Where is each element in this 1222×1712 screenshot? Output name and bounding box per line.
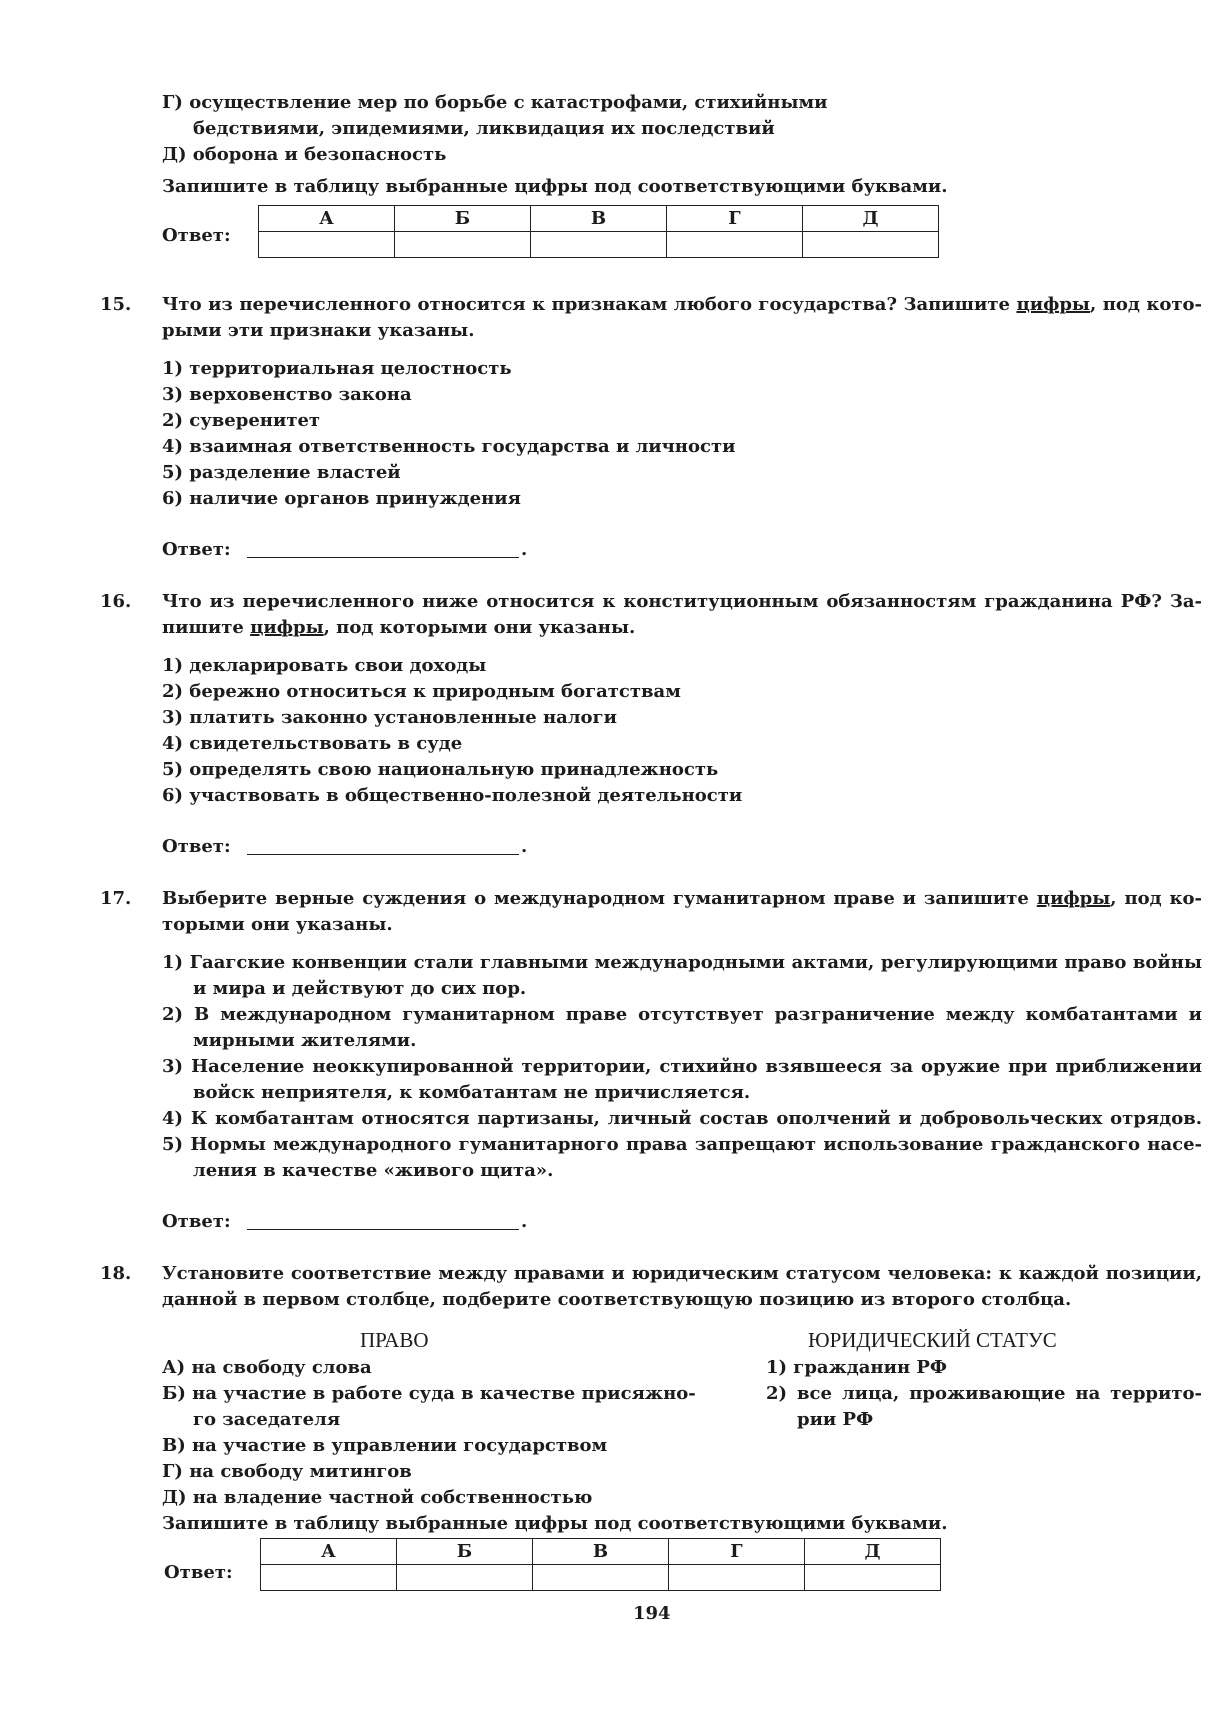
q14-header-a: А (259, 206, 395, 232)
q18-header-v: В (533, 1539, 669, 1565)
q16-option-1: 1) декларировать свои доходы (162, 655, 487, 676)
q18-text-line1: Установите соответствие между правами и юридическим статусом человека: к каждой позиции, (162, 1263, 1202, 1284)
q14-option-g-line2: бедствиями, эпидемиями, ликвидация их последствий (193, 118, 775, 139)
q18-header-b: Б (397, 1539, 533, 1565)
q15-option-3: 3) верховенство закона (162, 384, 412, 405)
q18-answer-cell-d[interactable] (805, 1565, 941, 1591)
q14-answer-cell-a[interactable] (259, 232, 395, 258)
q16-number: 16. (100, 591, 132, 612)
q17-option-5-line2: ления в качестве «живого щита». (193, 1160, 554, 1181)
q17-number: 17. (100, 888, 132, 909)
q18-text-line2: данной в первом столбце, подберите соответствующую позицию из второго столбца. (162, 1289, 1072, 1310)
q15-option-4: 4) взаимная ответственность государства и личности (162, 436, 736, 457)
q16-option-5: 5) определять свою национальную принадлежность (162, 759, 719, 780)
q14-answer-table (258, 205, 939, 258)
q14-answer-cell-d[interactable] (803, 232, 939, 258)
q14-answer-cell-v[interactable] (531, 232, 667, 258)
q18-header-a: А (261, 1539, 397, 1565)
q17-answer-field[interactable] (247, 1229, 519, 1230)
q14-instruction: Запишите в таблицу выбранные цифры под соответствующими буквами. (162, 176, 948, 197)
q16-text-line1: Что из перечисленного ниже относится к конституционным обязанностям гражданина РФ? За- (162, 591, 1202, 612)
q15-text-line1: Что из перечисленного относится к признакам любого государства? Запишите цифры, под кото- (162, 294, 1202, 315)
q17-text-line2: торыми они указаны. (162, 914, 393, 935)
q16-option-6: 6) участвовать в общественно-полезной деятельности (162, 785, 743, 806)
q17-option-2-line1: 2) В международном гуманитарном праве отсутствует разграничение между комбатантами и (162, 1004, 1202, 1025)
q17-answer-label: Ответ: (162, 1211, 231, 1232)
q16-option-2: 2) бережно относиться к природным богатствам (162, 681, 681, 702)
q18-right-b-line2: го заседателя (193, 1409, 341, 1430)
q18-right-b-line1: Б) на участие в работе суда в качестве присяжно- (162, 1383, 696, 1404)
q15-option-1: 1) территориальная целостность (162, 358, 512, 379)
q16-answer-period: . (521, 836, 528, 857)
q18-col1-header: ПРАВО (360, 1328, 429, 1352)
q18-status-2-line2: рии РФ (797, 1409, 874, 1430)
q14-header-b: Б (395, 206, 531, 232)
q18-col2-header: ЮРИДИЧЕСКИЙ СТАТУС (808, 1328, 1057, 1352)
q14-answer-table-input-row[interactable] (259, 232, 939, 258)
q17-option-5-line1: 5) Нормы международного гуманитарного права запрещают использование гражданского насе- (162, 1134, 1202, 1155)
q15-option-5: 5) разделение властей (162, 462, 401, 483)
q18-answer-table (260, 1538, 941, 1591)
q18-status-2-line1: 2) все лица, проживающие на террито- (766, 1383, 1202, 1404)
q15-answer-field[interactable] (247, 557, 519, 558)
q18-status-1: 1) гражданин РФ (766, 1357, 948, 1378)
q17-option-1-line2: и мира и действуют до сих пор. (193, 978, 527, 999)
q14-option-g-line1: Г) осуществление мер по борьбе с катастрофами, стихийными (162, 92, 828, 113)
q18-answer-cell-a[interactable] (261, 1565, 397, 1591)
q18-answer-table-header-row (261, 1539, 941, 1565)
q14-answer-label: Ответ: (162, 225, 231, 246)
q18-answer-cell-b[interactable] (397, 1565, 533, 1591)
q14-header-v: В (531, 206, 667, 232)
q14-header-g: Г (667, 206, 803, 232)
page-number: 194 (633, 1603, 671, 1624)
q14-option-d: Д) оборона и безопасность (162, 144, 447, 165)
q18-answer-cell-g[interactable] (669, 1565, 805, 1591)
q16-text-line2: пишите цифры, под которыми они указаны. (162, 617, 636, 638)
q14-answer-table-header-row (259, 206, 939, 232)
q15-text-line2: рыми эти признаки указаны. (162, 320, 475, 341)
q15-option-6: 6) наличие органов принуждения (162, 488, 521, 509)
q16-option-4: 4) свидетельствовать в суде (162, 733, 463, 754)
q18-right-v: В) на участие в управлении государством (162, 1435, 608, 1456)
q15-answer-period: . (521, 539, 528, 560)
q18-answer-table-input-row[interactable] (261, 1565, 941, 1591)
q16-answer-field[interactable] (247, 854, 519, 855)
q18-right-a: А) на свободу слова (162, 1357, 372, 1378)
q18-answer-label: Ответ: (164, 1562, 233, 1583)
q16-answer-label: Ответ: (162, 836, 231, 857)
q18-right-g: Г) на свободу митингов (162, 1461, 412, 1482)
q15-answer-label: Ответ: (162, 539, 231, 560)
q17-option-1-line1: 1) Гаагские конвенции стали главными международными актами, регулирующими право войны (162, 952, 1202, 973)
q18-header-d: Д (805, 1539, 941, 1565)
q14-header-d: Д (803, 206, 939, 232)
q14-answer-cell-g[interactable] (667, 232, 803, 258)
q15-number: 15. (100, 294, 132, 315)
q17-option-3-line1: 3) Население неоккупированной территории, стихийно взявшееся за оружие при приближении (162, 1056, 1202, 1077)
q18-number: 18. (100, 1263, 132, 1284)
q14-answer-cell-b[interactable] (395, 232, 531, 258)
q18-instruction: Запишите в таблицу выбранные цифры под соответствующими буквами. (162, 1513, 948, 1534)
q18-header-g: Г (669, 1539, 805, 1565)
q18-right-d: Д) на владение частной собственностью (162, 1487, 593, 1508)
q16-option-3: 3) платить законно установленные налоги (162, 707, 617, 728)
q15-option-2: 2) суверенитет (162, 410, 321, 431)
q17-answer-period: . (521, 1211, 528, 1232)
q17-text-line1: Выберите верные суждения о международном гуманитарном праве и запишите цифры, под ко- (162, 888, 1202, 909)
q17-option-3-line2: войск неприятеля, к комбатантам не причисляется. (193, 1082, 751, 1103)
q18-answer-cell-v[interactable] (533, 1565, 669, 1591)
q17-option-2-line2: мирными жителями. (193, 1030, 417, 1051)
q17-option-4-line1: 4) К комбатантам относятся партизаны, личный состав ополчений и добровольческих отрядов. (162, 1108, 1202, 1129)
